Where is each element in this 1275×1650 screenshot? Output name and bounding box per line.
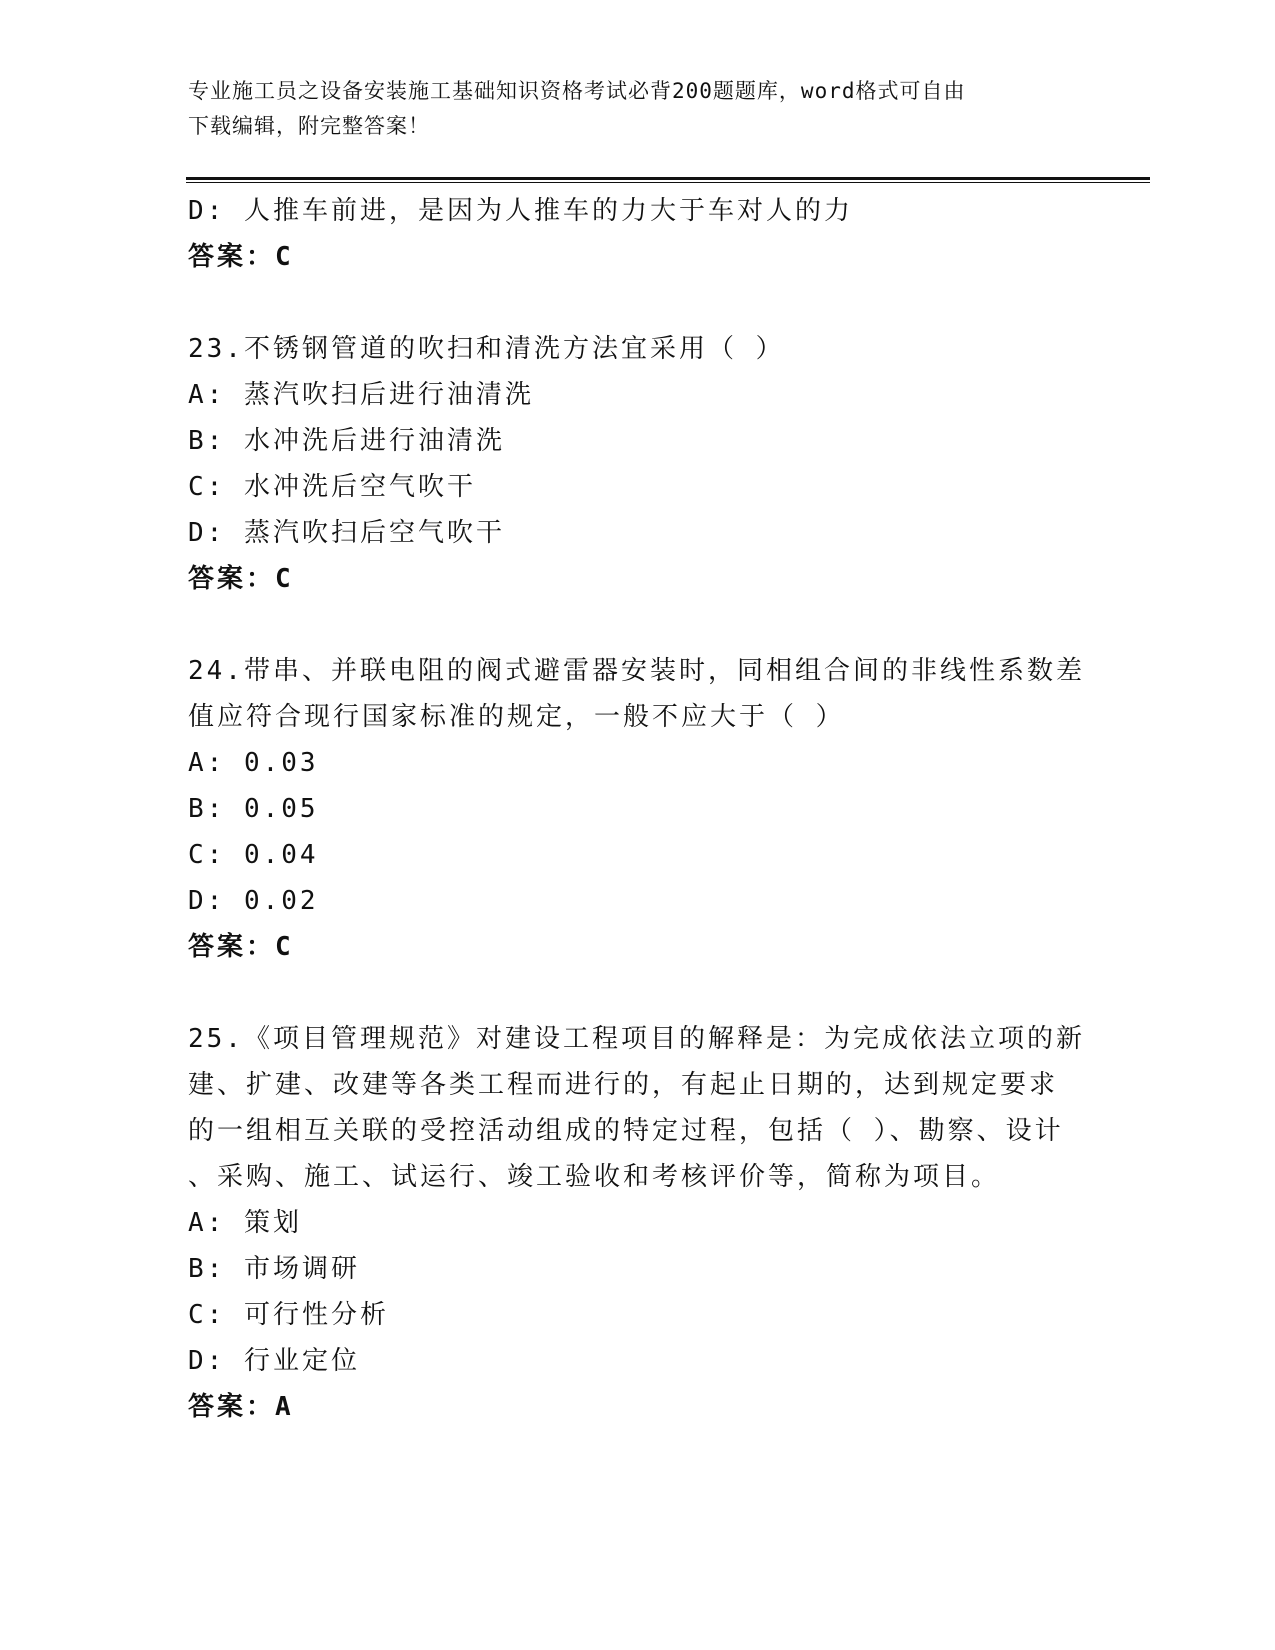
- question-stem-line: 25.《项目管理规范》对建设工程项目的解释是：为完成依法立项的新: [188, 1024, 1085, 1054]
- option-b: B: 水冲洗后进行油清洗: [188, 426, 505, 456]
- answer: 答案：C: [188, 564, 294, 594]
- option-d: D: 行业定位: [188, 1346, 360, 1376]
- question-stem-line: 的一组相互关联的受控活动组成的特定过程，包括（ ）、勘察、设计: [188, 1116, 1064, 1146]
- question-25: [188, 1016, 1088, 1430]
- header-rule-thick: [186, 177, 1150, 180]
- question-stem-line: 值应符合现行国家标准的规定，一般不应大于（ ）: [188, 702, 845, 732]
- option-b: B: 市场调研: [188, 1254, 360, 1284]
- option-a: A: 0.03: [188, 748, 319, 778]
- option-b: B: 0.05: [188, 794, 319, 824]
- option-d: D: 蒸汽吹扫后空气吹干: [188, 518, 505, 548]
- spacer: [188, 970, 1088, 1016]
- option-a: A: 策划: [188, 1208, 302, 1238]
- spacer: [188, 602, 1088, 648]
- option-d: D: 0.02: [188, 886, 319, 916]
- answer: 答案：A: [188, 1392, 294, 1422]
- question-stem-line: 建、扩建、改建等各类工程而进行的，有起止日期的，达到规定要求: [188, 1070, 1059, 1100]
- spacer: [188, 280, 1088, 326]
- question-23: [188, 326, 1088, 602]
- header-line-1: 专业施工员之设备安装施工基础知识资格考试必背200题题库，word格式可自由: [188, 79, 966, 103]
- option-c: C: 0.04: [188, 840, 319, 870]
- header-line-2: 下载编辑，附完整答案！: [188, 114, 430, 138]
- option-a: A: 蒸汽吹扫后进行油清洗: [188, 380, 534, 410]
- answer: 答案：C: [188, 932, 294, 962]
- question-stem: 23.不锈钢管道的吹扫和清洗方法宜采用（ ）: [188, 334, 785, 364]
- prev-option-d: D: 人推车前进，是因为人推车的力大于车对人的力: [188, 196, 853, 226]
- question-stem-line: 24.带串、并联电阻的阀式避雷器安装时，同相组合间的非线性系数差: [188, 656, 1085, 686]
- question-content: [188, 188, 1088, 1430]
- question-24: [188, 648, 1088, 970]
- option-c: C: 水冲洗后空气吹干: [188, 472, 476, 502]
- option-c: C: 可行性分析: [188, 1300, 389, 1330]
- prev-answer: 答案：C: [188, 242, 294, 272]
- question-stem-line: 、采购、施工、试运行、竣工验收和考核评价等，简称为项目。: [188, 1162, 1001, 1192]
- document-header: [188, 74, 1088, 144]
- header-rule-thin: [186, 182, 1150, 183]
